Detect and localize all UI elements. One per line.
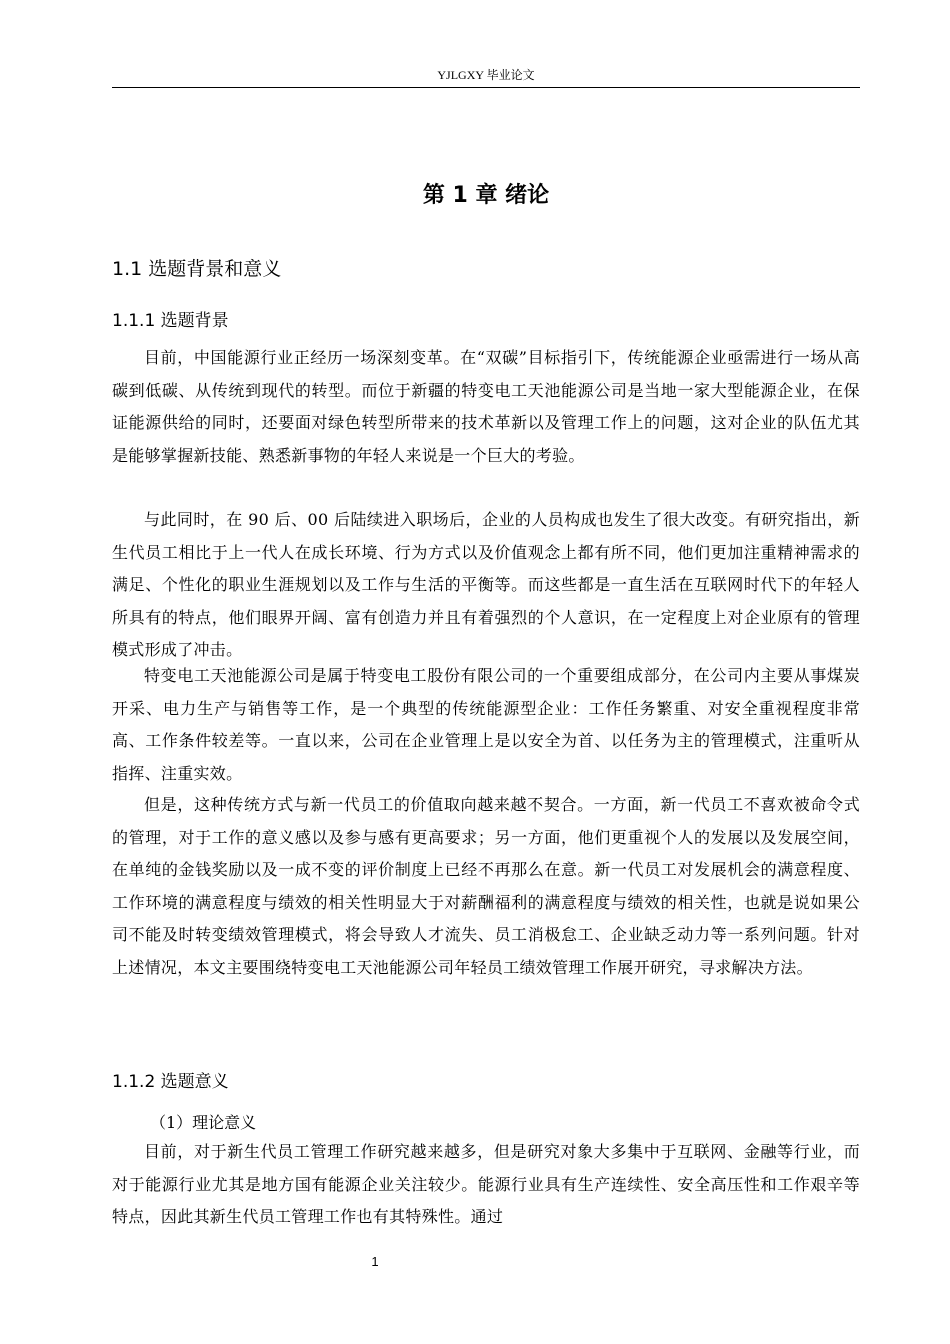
paragraph-theory: 目前，对于新生代员工管理工作研究越来越多，但是研究对象大多集中于互联网、金融等行业，而对于能源行业尤其是地方国有能源企业关注较少。能源行业具有生产连续性、安全高压性和工作艰辛等特点，因此其新生代员工管理工作也有其特殊性。通过 — [112, 1142, 860, 1226]
paragraph-1: 目前，中国能源行业正经历一场深刻变革。在“双碳”目标指引下，传统能源企业亟需进行一场从高碳到低碳、从传统到现代的转型。而位于新疆的特变电工天池能源公司是当地一家大型能源企业，在保证能源供给的同时，还要面对绿色转型所带来的技术革新以及管理工作上的问题，这对企业的队伍尤其是能够掌握新技能、熟悉新事物的年轻人来说是一个巨大的考验。 — [112, 348, 860, 465]
chapter-title: 第 1 章 绪论 — [422, 183, 550, 208]
paragraph-3: 特变电工天池能源公司是属于特变电工股份有限公司的一个重要组成部分，在公司内主要从事煤炭开采、电力生产与销售等工作，是一个典型的传统能源型企业：工作任务繁重、对安全重视程度非常高、工作条件较差等。一直以来，公司在企业管理上是以安全为首、以任务为主的管理模式，注重听从指挥、注重实效。 — [112, 666, 860, 783]
section-heading-1-1-2: 1.1.2 选题意义 — [112, 1072, 229, 1092]
section-heading-1-1-1: 1.1.1 选题背景 — [112, 311, 229, 331]
subheading-theory: （1）理论意义 — [150, 1113, 257, 1132]
paragraph-2: 与此同时，在 90 后、00 后陆续进入职场后，企业的人员构成也发生了很大改变。有研究指出，新生代员工相比于上一代人在成长环境、行为方式以及价值观念上都有所不同，他们更加注重精神需求的满足、个性化的职业生涯规划以及工作与生活的平衡等。而这些都是一直生活在互联网时代下的年轻人所具有的特点，他们眼界开阔、富有创造力并且有着强烈的个人意识，在一定程度上对企业原有的管理模式形成了冲击。 — [112, 510, 860, 659]
section-heading-1-1: 1.1 选题背景和意义 — [112, 258, 282, 280]
page-number: 1 — [371, 1254, 379, 1269]
running-header: YJLGXY 毕业论文 — [437, 68, 535, 82]
header-rule — [112, 87, 860, 88]
paragraph-4: 但是，这种传统方式与新一代员工的价值取向越来越不契合。一方面，新一代员工不喜欢被命令式的管理，对于工作的意义感以及参与感有更高要求；另一方面，他们更重视个人的发展以及发展空间，在单纯的金钱奖励以及一成不变的评价制度上已经不再那么在意。新一代员工对发展机会的满意程度、工作环境的满意程度与绩效的相关性明显大于对薪酬福利的满意程度与绩效的相关性，也就是说如果公司不能及时转变绩效管理模式，将会导致人才流失、员工消极怠工、企业缺乏动力等一系列问题。针对上述情况，本文主要围绕特变电工天池能源公司年轻员工绩效管理工作展开研究，寻求解决方法。 — [112, 795, 860, 977]
